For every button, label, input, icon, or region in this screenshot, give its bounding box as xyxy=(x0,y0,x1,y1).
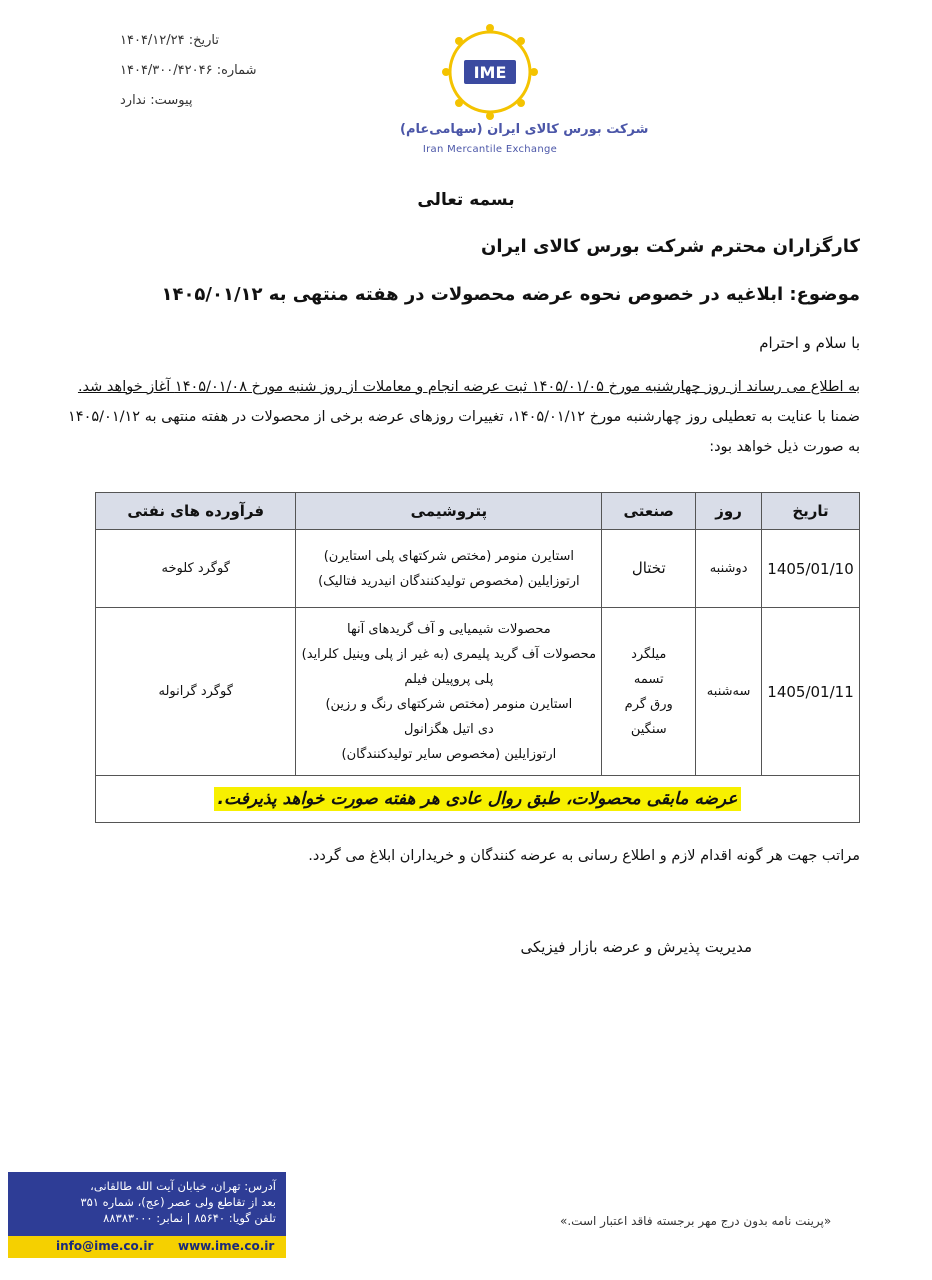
body-line-1: به اطلاع می رساند از روز چهارشنبه مورخ ۱۴۰۵/۰۱/۰۵ ثبت عرضه انجام و معاملات از روز شنبه مورخ ۱۴۰۵/۰۱/۰۸ آغاز خواهد شد. xyxy=(77,379,860,395)
subject: موضوع: ابلاغیه در خصوص نحوه عرضه محصولات در هفته منتهی به ۱۴۰۵/۰۱/۱۲ xyxy=(161,284,860,305)
letter-attachment: پیوست: ندارد xyxy=(120,93,193,108)
table-header-row xyxy=(96,493,860,530)
header-date: تاریخ xyxy=(762,493,860,530)
letter-meta xyxy=(120,28,257,118)
row-industrial xyxy=(602,608,696,776)
petrochemical-item: محصولات شیمیایی و آف گریدهای آنها xyxy=(347,621,551,637)
industrial-item: ورق گرم xyxy=(624,696,673,712)
industrial-item: سنگین xyxy=(630,721,667,737)
footer-disclaimer: «پرینت نامه بدون درج مهر برجسته فاقد اعتبار است.» xyxy=(560,1214,832,1228)
petrochemical-item: دی اتیل هگزانول xyxy=(403,721,494,737)
petrochemical-item: استایرن منومر (مختص شرکتهای پلی استایرن) xyxy=(323,548,574,564)
addressee: کارگزاران محترم شرکت بورس کالای ایران xyxy=(481,236,860,257)
row-petrochemical xyxy=(296,608,602,776)
body-line-2: ضمنا با عنایت به تعطیلی روز چهارشنبه مورخ ۱۴۰۵/۰۱/۱۲، تغییرات روزهای عرضه برخی از محصولات در هفته منتهی به ۱۴۰۵/۰۱/۱۲ xyxy=(68,409,860,425)
header-industrial: صنعتی xyxy=(602,493,696,530)
industrial-item: تسمه xyxy=(633,671,664,687)
row-day: دوشنبه xyxy=(696,530,762,608)
body-line-3: به صورت ذیل خواهد بود: xyxy=(709,439,860,455)
company-logo xyxy=(400,22,649,162)
row-oil-products: گوگرد کلوخه xyxy=(96,530,296,608)
schedule-table xyxy=(95,492,860,823)
ime-logo-icon xyxy=(440,22,540,122)
petrochemical-item: ارتوزایلین (مخصوص سایر تولیدکنندگان) xyxy=(341,746,557,762)
petrochemical-item: پلی پروپیلن فیلم xyxy=(404,671,494,687)
petrochemical-item: ارتوزایلین (مخصوص تولیدکنندگان انیدرید فتالیک) xyxy=(318,573,580,589)
header-day: روز xyxy=(696,493,762,530)
address-line: بعد از تقاطع ولی عصر (عج)، شماره ۳۵۱ xyxy=(80,1195,276,1209)
row-date: 1405/01/11 xyxy=(762,608,860,776)
row-industrial xyxy=(602,530,696,608)
row-oil-products: گوگرد گرانوله xyxy=(96,608,296,776)
closing-text: مراتب جهت هر گونه اقدام لازم و اطلاع رسانی به عرضه کنندگان و خریداران ابلاغ می گردد. xyxy=(308,848,860,864)
row-date: 1405/01/10 xyxy=(762,530,860,608)
row-petrochemical xyxy=(296,530,602,608)
highlighted-note: عرضه مابقی محصولات، طبق روال عادی هر هفته صورت خواهد پذیرفت. xyxy=(214,787,742,811)
petrochemical-item: محصولات آف گرید پلیمری (به غیر از پلی وینیل کلراید) xyxy=(301,646,597,662)
logo-mark-text: IME xyxy=(473,63,507,82)
address-line: تلفن گویا: ۸۵۶۴۰ | نمابر: ۸۸۳۸۳۰۰۰ xyxy=(103,1211,276,1225)
basmala: بسمه تعالی xyxy=(417,190,515,210)
company-name-fa: شرکت بورس کالای ایران (سهامی‌عام) xyxy=(400,122,649,137)
company-name-en: Iran Mercantile Exchange xyxy=(422,144,558,155)
greeting: با سلام و احترام xyxy=(759,334,860,352)
signature: مدیریت پذیرش و عرضه بازار فیزیکی xyxy=(520,938,752,956)
footer-address xyxy=(80,1178,276,1226)
body-paragraph xyxy=(70,372,860,462)
footer-address-box xyxy=(8,1172,286,1258)
table-row xyxy=(96,608,860,776)
industrial-item: میلگرد xyxy=(631,646,667,662)
header-oil-products: فرآورده های نفتی xyxy=(96,493,296,530)
table-footnote-row xyxy=(96,776,860,823)
table-footnote xyxy=(96,776,860,823)
footer-email[interactable]: info@ime.co.ir xyxy=(56,1239,154,1253)
header-petrochemical: پتروشیمی xyxy=(296,493,602,530)
address-line: آدرس: تهران، خیابان آیت الله طالقانی، xyxy=(90,1179,276,1193)
table-row xyxy=(96,530,860,608)
letter-number: شماره: ۱۴۰۴/۳۰۰/۴۲۰۴۶ xyxy=(120,63,257,78)
letter-date: تاریخ: ۱۴۰۴/۱۲/۲۴ xyxy=(120,33,220,48)
footer-website[interactable]: www.ime.co.ir xyxy=(178,1239,275,1253)
row-day: سه‌شنبه xyxy=(696,608,762,776)
petrochemical-item: استایرن منومر (مختص شرکتهای رنگ و رزین) xyxy=(325,696,573,712)
industrial-item: تختال xyxy=(631,559,666,577)
footer-contact-bar xyxy=(8,1236,286,1258)
